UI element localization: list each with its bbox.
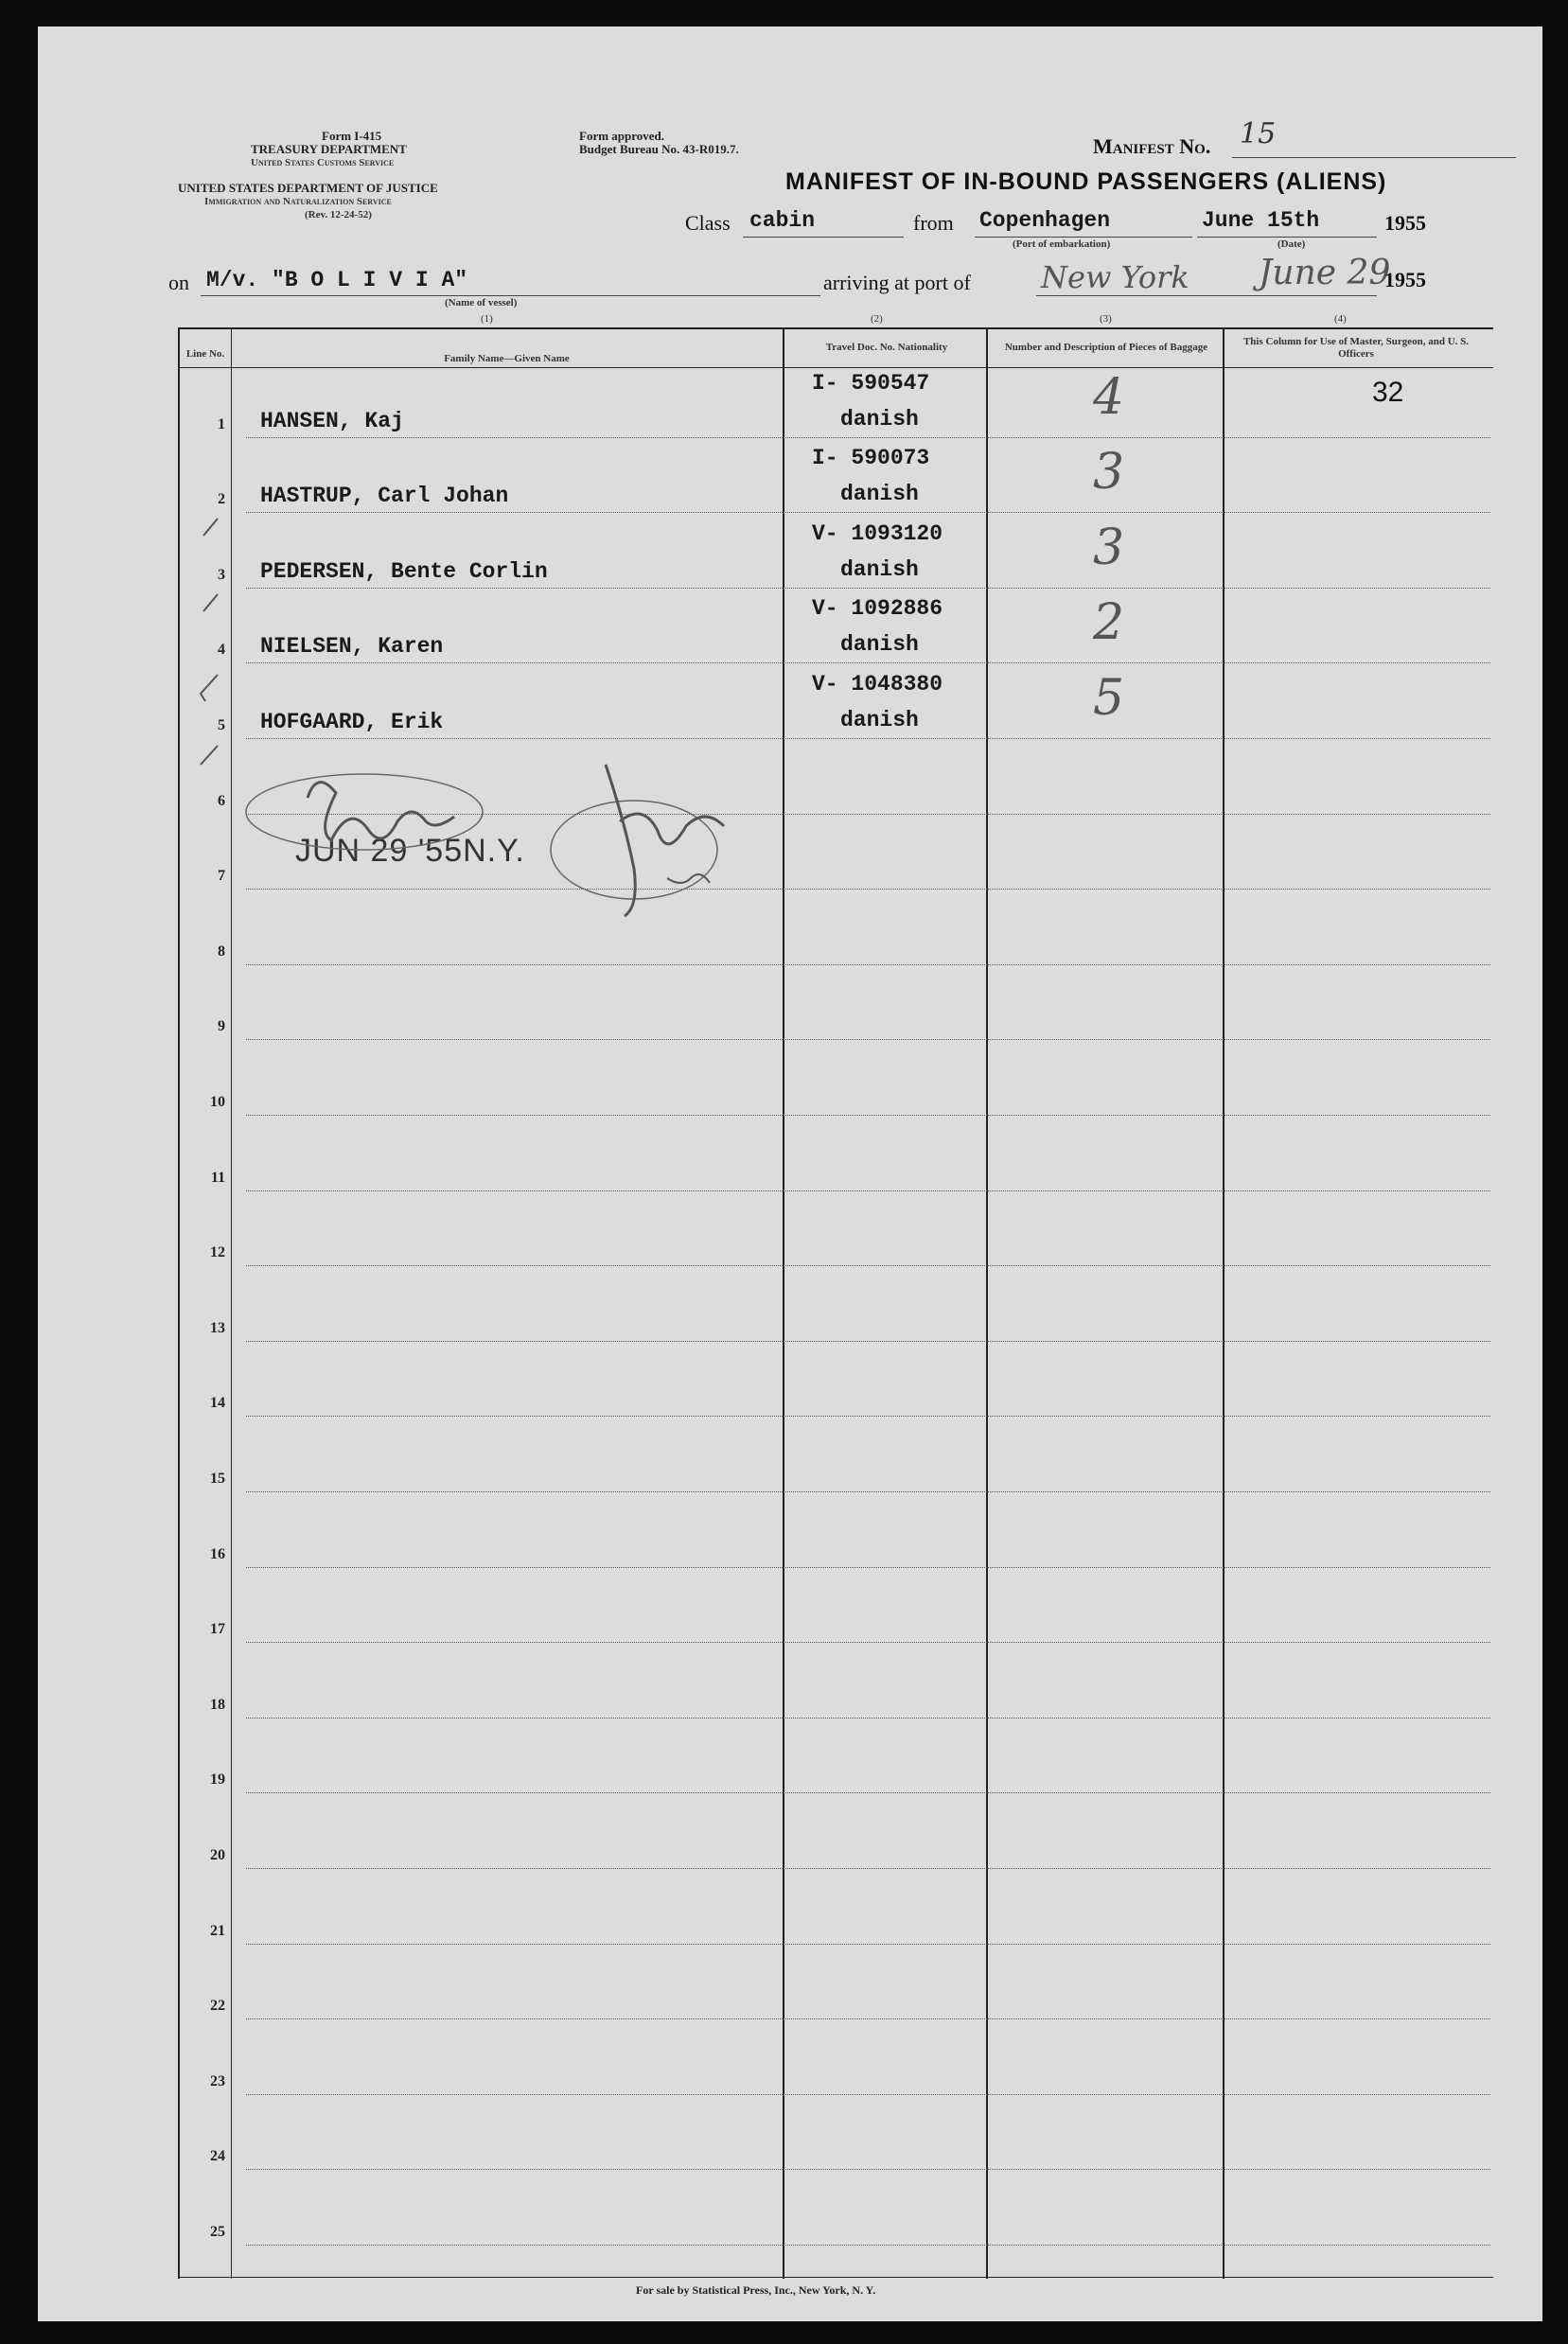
baggage-count: 3 (1093, 444, 1125, 502)
line-number: 17 (210, 1621, 225, 1638)
line-number: 12 (210, 1244, 225, 1261)
col-header-name: Family Name—Given Name (444, 353, 570, 364)
revision: (Rev. 12-24-52) (305, 209, 372, 220)
row-rule (246, 1039, 1490, 1040)
form-approved: Form approved. (579, 129, 665, 143)
vessel-name: M/v. "B O L I V I A" (206, 268, 468, 292)
row-checkmarks (189, 500, 246, 802)
budget-bureau: Budget Bureau No. 43-R019.7. (579, 142, 739, 156)
row-rule (246, 2245, 1490, 2246)
from-label: from (913, 211, 954, 235)
treasury-dept: TREASURY DEPARTMENT (251, 142, 407, 156)
year-departure: 1955 (1384, 211, 1426, 235)
baggage-count: 4 (1093, 368, 1125, 426)
vessel-underline (201, 295, 820, 296)
line-number: 22 (210, 1998, 225, 2015)
vessel-caption: (Name of vessel) (445, 297, 518, 308)
line-number: 14 (210, 1395, 225, 1412)
footer-printer: For sale by Statistical Press, Inc., New York, N. Y. (636, 2283, 876, 2297)
arriving-label: arriving at port of (823, 271, 971, 294)
from-value: Copenhagen (979, 208, 1111, 233)
line-number: 3 (218, 566, 225, 583)
manifest-page (38, 26, 1542, 2321)
table-top-border (178, 327, 1493, 329)
row-rule (246, 437, 1490, 438)
manifest-label: Manifest No. (1093, 134, 1211, 158)
line-number: 7 (218, 868, 225, 885)
manifest-underline (1232, 157, 1516, 158)
line-number: 25 (210, 2224, 225, 2240)
manifest-number: 15 (1240, 117, 1277, 150)
travel-doc-number: I- 590547 (812, 370, 930, 396)
travel-doc-number: V- 1092886 (812, 596, 943, 622)
line-number: 4 (218, 642, 225, 659)
row-rule (246, 512, 1490, 513)
officer-note: 32 (1372, 377, 1404, 408)
year-arrival: 1955 (1384, 268, 1426, 291)
row-rule (246, 2018, 1490, 2019)
nationality: danish (840, 556, 919, 582)
passenger-name: HOFGAARD, Erik (260, 710, 444, 734)
passenger-name: HANSEN, Kaj (260, 408, 404, 433)
col-divider-name (783, 327, 784, 2279)
line-number: 2 (218, 491, 225, 508)
row-rule (246, 1115, 1490, 1116)
row-rule (246, 2169, 1490, 2170)
col-divider-doc (986, 327, 988, 2279)
travel-doc-number: V- 1048380 (812, 672, 943, 696)
passenger-name: NIELSEN, Karen (260, 634, 444, 660)
inspection-stamp: JUN 29 '55N.Y. (295, 833, 525, 869)
passenger-name: PEDERSEN, Bente Corlin (260, 558, 548, 584)
baggage-count: 5 (1093, 670, 1125, 727)
row-rule (246, 1868, 1490, 1869)
col-num-3: (3) (1100, 313, 1112, 325)
line-number: 8 (218, 943, 225, 960)
nationality: danish (840, 708, 919, 732)
col-header-officers: This Column for Use of Master, Surgeon, and U. S. Officers (1242, 336, 1470, 360)
class-label: Class (685, 211, 731, 235)
baggage-count: 3 (1093, 519, 1125, 576)
line-number: 5 (218, 717, 225, 733)
customs-service: United States Customs Service (251, 157, 395, 168)
port-caption: (Port of embarkation) (1013, 238, 1111, 250)
date-underline (1197, 237, 1377, 238)
col-divider-baggage (1223, 327, 1224, 2279)
row-rule (246, 1792, 1490, 1793)
line-number: 21 (210, 1922, 225, 1939)
signature-scribble (241, 755, 809, 944)
line-number: 6 (218, 792, 225, 809)
row-rule (246, 662, 1490, 663)
from-underline (975, 237, 1192, 238)
row-rule (246, 1265, 1490, 1266)
col-num-4: (4) (1334, 313, 1347, 325)
line-number: 11 (210, 1169, 225, 1186)
ins-name: Immigration and Naturalization Service (204, 196, 392, 207)
line-number: 9 (218, 1018, 225, 1035)
row-rule (246, 1642, 1490, 1643)
table-header-border (178, 367, 1493, 368)
class-underline (743, 237, 904, 238)
row-rule (246, 1190, 1490, 1191)
passenger-name: HASTRUP, Carl Johan (260, 484, 509, 509)
row-rule (246, 1341, 1490, 1342)
nationality: danish (840, 406, 919, 432)
arrival-date: June 29 (1259, 254, 1391, 292)
line-number: 19 (210, 1771, 225, 1789)
row-rule (246, 588, 1490, 589)
travel-doc-number: I- 590073 (812, 446, 930, 471)
table-left-border (178, 327, 180, 2279)
row-rule (246, 1491, 1490, 1492)
date-caption: (Date) (1277, 238, 1306, 250)
on-label: on (168, 271, 189, 294)
row-rule (246, 1944, 1490, 1945)
col-num-2: (2) (871, 313, 883, 325)
arrival-underline (1036, 295, 1377, 296)
manifest-title: MANIFEST OF IN-BOUND PASSENGERS (ALIENS) (785, 168, 1387, 195)
form-number: Form I-415 (322, 129, 382, 143)
line-number: 24 (210, 2148, 225, 2165)
row-rule (246, 738, 1490, 739)
class-value: cabin (749, 208, 816, 233)
row-rule (246, 2094, 1490, 2095)
row-rule (246, 964, 1490, 965)
col-header-line-no: Line No. (185, 348, 225, 360)
row-rule (246, 1567, 1490, 1568)
line-number: 15 (210, 1471, 225, 1487)
justice-dept: UNITED STATES DEPARTMENT OF JUSTICE (178, 181, 438, 195)
nationality: danish (840, 632, 919, 658)
table-bottom-border (178, 2277, 1493, 2278)
line-number: 23 (210, 2072, 225, 2089)
line-number: 1 (218, 415, 225, 432)
arrival-port: New York (1041, 259, 1189, 295)
line-number: 13 (210, 1319, 225, 1336)
col-header-travel-doc: Travel Doc. No. Nationality (825, 342, 948, 353)
col-header-baggage: Number and Description of Pieces of Baggage (1004, 342, 1208, 353)
row-rule (246, 1416, 1490, 1417)
nationality: danish (840, 482, 919, 507)
line-number: 10 (210, 1094, 225, 1110)
col-num-1: (1) (481, 313, 493, 325)
travel-doc-number: V- 1093120 (812, 520, 943, 546)
line-number: 18 (210, 1696, 225, 1713)
line-number: 16 (210, 1545, 225, 1562)
departure-date: June 15th (1202, 208, 1320, 233)
baggage-count: 2 (1093, 594, 1125, 652)
line-number: 20 (210, 1847, 225, 1863)
